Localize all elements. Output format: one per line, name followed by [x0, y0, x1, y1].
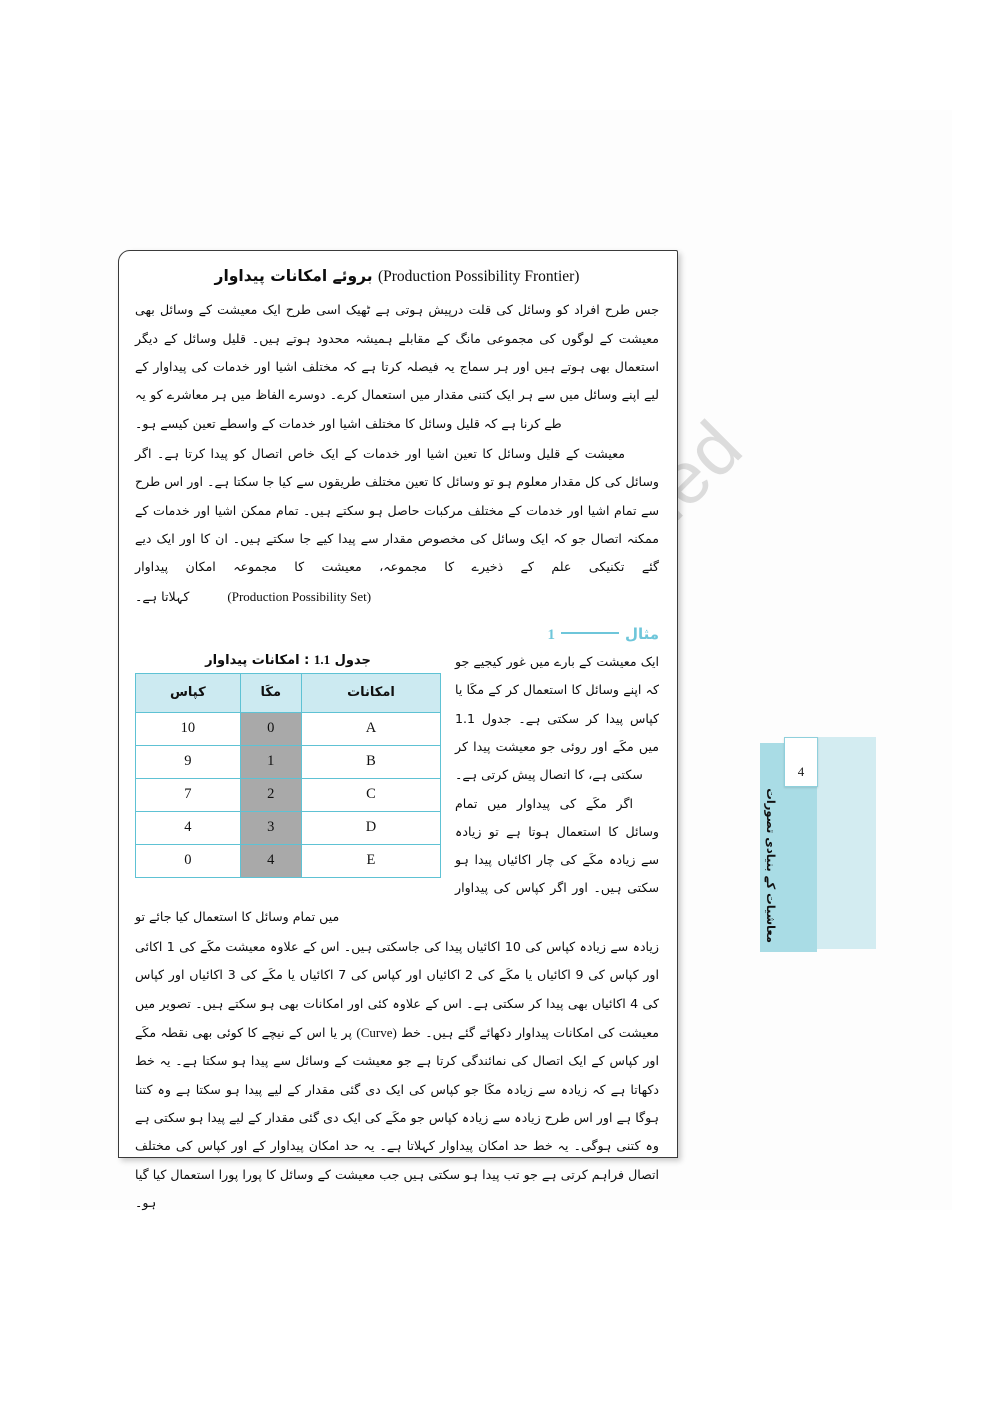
table-row	[136, 778, 441, 811]
cell-possibility: B	[301, 745, 440, 778]
cell-cotton: 7	[136, 778, 241, 811]
paragraph-two-part-one: معیشت کے قلیل وسائل کا تعین اشیا اور خدمات کے ایک خاص اتصال کو پیدا کرتا ہے۔ اگر وسائل کی کل مقدار معلوم ہو تو وسائل کا تعین مختلف طریقوں سے کیا جا سکتا ہے۔ اور اس طرح سے تمام اشیا اور خدمات کے مختلف مرکبات حاصل ہو سکتے ہیں۔ تمام ممکن اشیا اور خدمات کے ممکنہ اتصال جو کہ ایک وسائل کی مخصوص مقدار سے پیدا کیے جا سکتے ہیں۔ ان کا اور ایک دیے گئے تکنیکی علم کے ذخیرے کا مجموعہ، معیشت کا مجموعہ امکان پیداوار	[135, 445, 659, 575]
chapter-side-tab	[760, 737, 876, 952]
table-caption-prefix: جدول	[334, 652, 371, 668]
cell-maize: 0	[240, 712, 301, 745]
curve-term: (Curve)	[356, 1025, 397, 1041]
example-paragraph-one: ایک معیشت کے بارے میں غور کیجیے جو کہ اپنے وسائل کا استعمال کر کے مکَا یا کپاس پیدا کر سکتی ہے۔ جدول 1.1 میں مکَے اور روئی جو معیشت پیدا کر سکتی ہے، کا اتصال پیش کرتی ہے۔	[455, 653, 659, 783]
paragraph-one: جس طرح افراد کو وسائل کی قلت درپیش ہوتی ہے ٹھیک اسی طرح ایک معیشت کے وسائل بھی معیشت کے لوگوں کی مجموعی مانگ کے مقابلے ہمیشہ محدود ہوتے ہیں۔ قلیل وسائل کے دیگر استعمال بھی ہوتے ہیں اور ہر سماج یہ فیصلہ کرتا ہے کہ مختلف اشیا اور خدمات کی پیداوار کے لیے اپنے وسائل میں سے ہر ایک کتنی مقدار میں استعمال کرے۔ دوسرے الفاظ میں ہر معاشرے کو یہ طے کرنا ہے کہ قلیل وسائل کا مختلف اشیا اور خدمات کے واسطے تعین کیسے ہو۔	[135, 302, 659, 431]
cell-cotton: 9	[136, 745, 241, 778]
table-block	[135, 652, 441, 878]
table-caption-suffix: : امکانات پیداوار	[205, 652, 310, 668]
table-row	[136, 844, 441, 877]
example-rule	[561, 632, 619, 634]
bottom-paragraph-part-two: پر یا اس کے نیچے کا کوئی بھی نقطہ مکَے اور کپاس کے ایک اتصال کی نمائندگی کرتا ہے جو معیشت کے وسائل سے پیدا ہو سکتا ہے۔ یہ خط دکھاتا ہے کہ زیادہ سے زیادہ مکَا جو کپاس کی ایک دی گئی مقدار کے لیے پیدا ہو سکتا ہے وہ کتنا ہوگا ہے اور اس طرح زیادہ سے زیادہ کپاس جو مکَے کی ایک دی گئی مقدار کے لیے پیدا ہو سکتی ہے وہ کتنی ہوگی۔ یہ خط حد امکان پیداوار کہلاتا ہے۔ یہ حد امکان پیداوار کے اور کپاس کی مختلف اتصال فراہم کرتی ہے جو تب پیدا ہو سکتی ہیں جب معیشت کے وسائل کا پورا پورا استعمال کیا گیا ہو۔	[135, 1025, 659, 1211]
example-label: مثال	[624, 624, 659, 643]
cell-cotton: 4	[136, 811, 241, 844]
cell-possibility: E	[301, 844, 440, 877]
cell-possibility: C	[301, 778, 440, 811]
production-possibility-table	[135, 673, 441, 878]
chapter-title-vertical: معاشیات کے بنیادی تصورات	[764, 788, 778, 943]
table-body	[136, 712, 441, 877]
header-possibilities: امکانات	[301, 673, 440, 712]
page-number-box	[784, 737, 818, 787]
cell-possibility: D	[301, 811, 440, 844]
cell-maize: 4	[240, 844, 301, 877]
bottom-paragraph	[135, 933, 659, 1217]
page-number: 4	[797, 764, 805, 779]
example-number: 1	[547, 626, 555, 643]
table-row	[136, 712, 441, 745]
paragraph-two-part-two: کہلاتا ہے۔	[135, 588, 190, 604]
table-head	[136, 673, 441, 712]
cell-possibility: A	[301, 712, 440, 745]
page-title-english: (Production Possibility Frontier)	[377, 268, 580, 285]
bottom-paragraph-part-one: زیادہ سے زیادہ کپاس کی 10 اکائیاں پیدا کی جاسکتی ہیں۔ اس کے علاوہ معیشت مکَے کی 1 اکائی اور کپاس کی 9 اکائیاں یا مکَے کی 2 اکائیاں اور کپاس کی 7 اکائیاں یا مکَے کی 3 اکائیاں اور کپاس کی 4 اکائیاں بھی پیدا کر سکتی ہے۔ اس کے علاوہ کئی اور امکانات بھی ہو سکتے ہیں۔ تصویر میں معیشت کی امکانات پیداوار دکھائے گئے ہیں۔ خط	[135, 939, 660, 1041]
page-title-urdu: بروئے امکانات پیداوار	[214, 267, 373, 285]
table-row	[136, 745, 441, 778]
paragraph-two	[135, 440, 659, 611]
example-heading	[135, 625, 659, 644]
table-caption-number: 1.1	[313, 651, 331, 667]
tab-band-light	[817, 737, 876, 949]
example-paragraph-two: اگر مکَے کی پیداوار میں تمام وسائل کا استعمال ہوتا ہے تو زیادہ سے زیادہ مکَے کی چار اکائیاں پیدا ہو سکتی ہیں۔ اور اگر کپاس کی پیداوار میں تمام وسائل کا استعمال کیا جائے تو	[135, 795, 659, 924]
page-title	[135, 265, 659, 288]
header-cotton: کپاس	[136, 673, 241, 712]
cell-cotton: 0	[136, 844, 241, 877]
cell-maize: 3	[240, 811, 301, 844]
cell-maize: 1	[240, 745, 301, 778]
header-maize: مکَا	[240, 673, 301, 712]
cell-cotton: 10	[136, 712, 241, 745]
table-header-row	[136, 673, 441, 712]
table-caption	[135, 652, 441, 668]
production-possibility-set-term: (Production Possibility Set)	[227, 588, 372, 604]
textbook-page	[118, 250, 678, 1211]
bottom-text-block	[135, 933, 659, 1217]
table-row	[136, 811, 441, 844]
cell-maize: 2	[240, 778, 301, 811]
